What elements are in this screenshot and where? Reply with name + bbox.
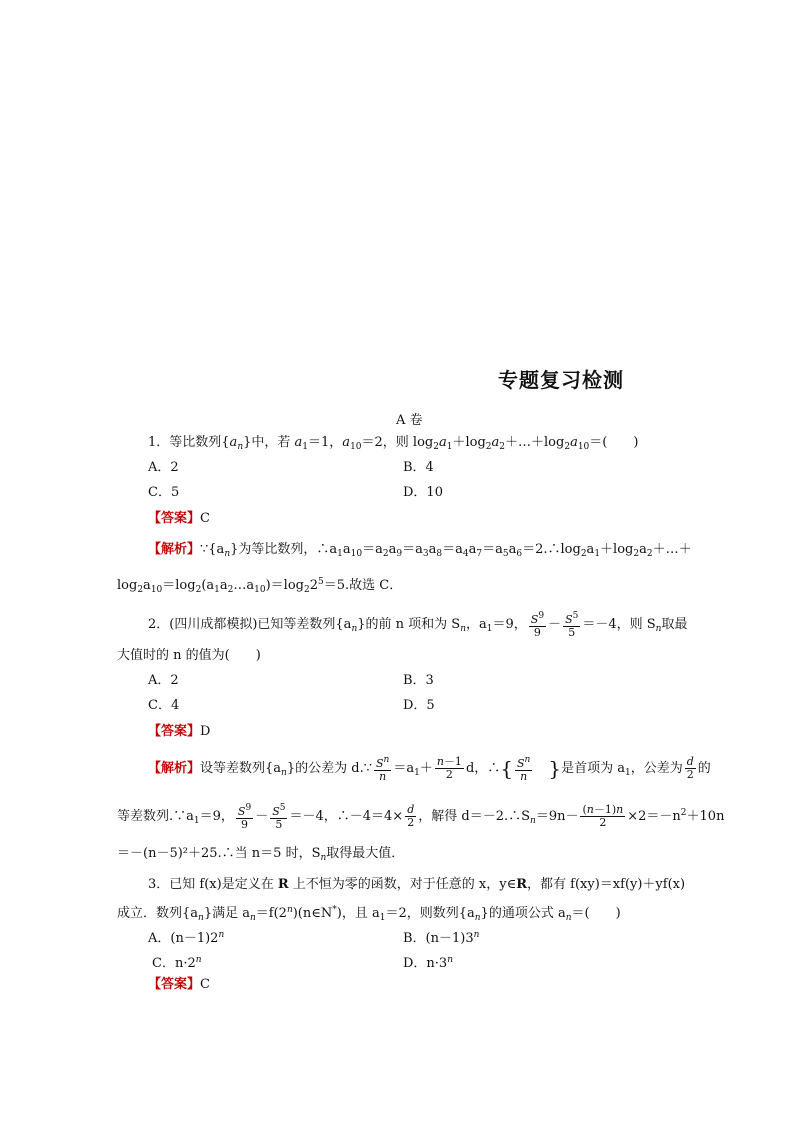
q1-option-c: C．5 [148,485,180,500]
section-heading: A 卷 [396,413,423,428]
q2-analysis-line1: 【解析】设等差数列$\{a_n\}$的公差为 d.∵ $\frac{S^n}{n}$ $=a_1+$ $\frac{n-1}{2}$ d，∴{ $\frac{S^n}{n}$ }是首项为 $a_1$，公差为 $\frac{d}{2}$ 的 [148,755,711,783]
q2-analysis-line2: 等差数列$.\because a_1=9$， $\frac{S^9}{9}$ － $\frac{S^5}{5}$ ＝－4，∴－4＝4× $\frac{d}{2}$ ，解得 $d=-2.\therefore S_n=9n-$ $\frac{(n-1)n}{2}$ $\times 2=-n^2+10n$ [117,803,725,831]
q2-option-a: A．2 [148,673,179,688]
page-title: 专题复习检测 [498,368,624,392]
q1-option-d: D．10 [403,485,443,500]
q2-stem-line2: 大值时的 n 的值为( ) [117,648,261,663]
q2-analysis-line3: ＝－(n－5)²＋25.∴当 n＝5 时，$S_n$取得最大值． [117,846,405,863]
q3-answer: 【答案】C [148,977,210,992]
q3-option-d: D．$n\cdot 3^n$ [403,955,453,971]
q1-option-b: B．4 [403,460,434,475]
q1-answer: 【答案】C [148,511,210,526]
q1-stem: 1．等比数列$\{a_n\}$中，若 $a_1=1$，$a_{10}=2$，则 $\log_2a_1+\log_2a_2+\dots+\log_2a_{10}=$( ) [148,435,639,452]
q2-option-b: B．3 [403,673,434,688]
q3-option-b: B．$(n-1)3^n$ [403,930,480,946]
q2-stem: 2．(四川成都模拟)已知等差数列$\{a_n\}$的前 n 项和为 $S_n$，$a_1=9$， $\frac{S^9}{9}$ － $\frac{S^5}{5}$ ＝－4，则 $S_n$取最 [148,611,688,639]
q3-option-c: C．$n\cdot 2^n$ [152,955,202,971]
q1-analysis-line2: $\log_2a_{10}=\log_2(a_1a_2\dots a_{10})=\log_22^5=5$.故选 C． [117,577,403,595]
q2-option-c: C．4 [148,698,180,713]
q3-option-a: A．$(n-1)2^n$ [148,930,225,946]
q3-stem-line1: 3．已知 f(x)是定义在 R 上不恒为零的函数，对于任意的 x，y∈R，都有 f(xy)＝xf(y)＋yf(x) [148,877,686,892]
q3-stem-line2: 成立．数列$\{a_n\}$满足 $a_n=f(2^n)(n\in N^*)$，且 $a_1=2$，则数列$\{a_n\}$的通项公式 $a_n=$( ) [117,905,621,923]
q2-option-d: D．5 [403,698,435,713]
q2-answer: 【答案】D [148,724,211,739]
q1-option-a: A．2 [148,460,179,475]
q1-analysis-line1: 【解析】$\because\{a_n\}$为等比数列，$\therefore a_1a_{10}=a_2a_9=a_3a_8=a_4a_7=a_5a_6=2.\therefore\log_2a_1+\log_2a_2+\dots+$ [148,542,692,559]
